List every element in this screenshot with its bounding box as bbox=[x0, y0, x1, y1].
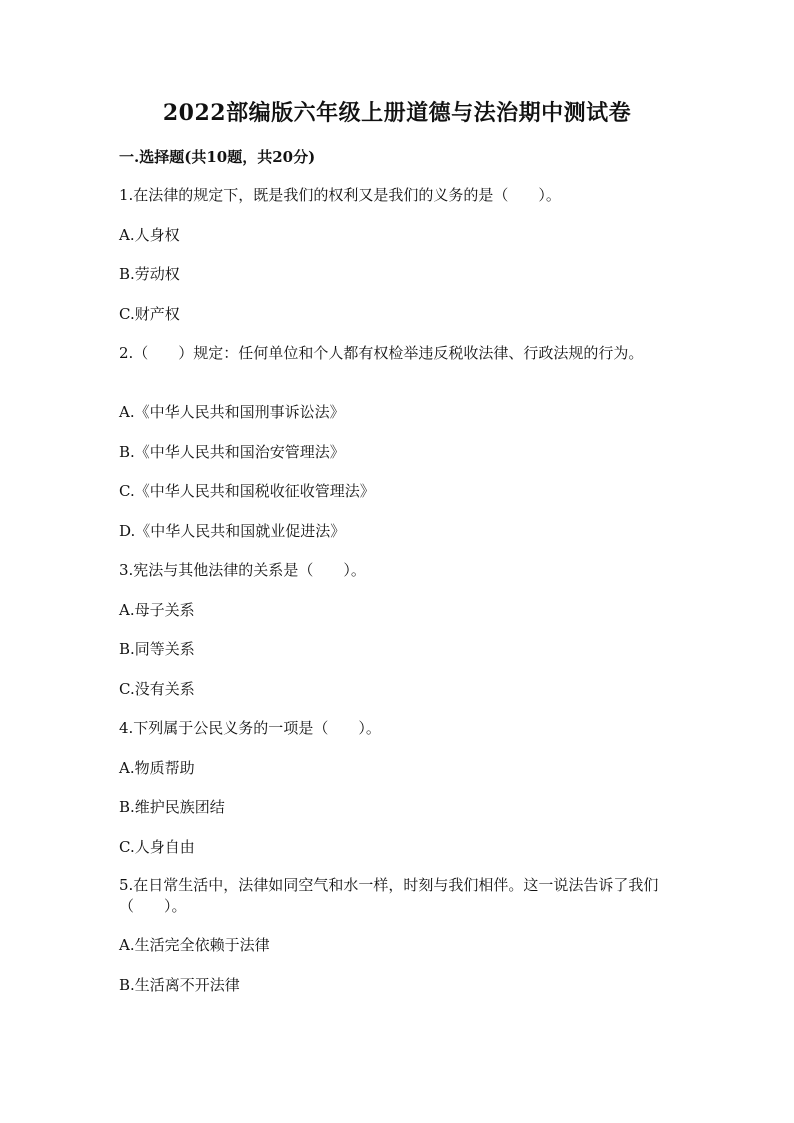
question-5-stem: 5.在日常生活中，法律如同空气和水一样，时刻与我们相伴。这一说法告诉了我们（ ）。 bbox=[119, 876, 659, 915]
question-3-option-b: B.同等关系 bbox=[119, 640, 195, 658]
question-3-option-c: C.没有关系 bbox=[119, 680, 195, 698]
question-4-stem: 4.下列属于公民义务的一项是（ ）。 bbox=[119, 719, 381, 737]
question-4-option-c: C.人身自由 bbox=[119, 838, 195, 856]
question-5-option-b: B.生活离不开法律 bbox=[119, 976, 240, 994]
question-5-option-a: A.生活完全依赖于法律 bbox=[119, 936, 270, 954]
question-4-option-b: B.维护民族团结 bbox=[119, 798, 225, 816]
question-1-option-b: B.劳动权 bbox=[119, 265, 180, 283]
question-4-option-a: A.物质帮助 bbox=[119, 759, 195, 777]
question-3-stem: 3.宪法与其他法律的关系是（ ）。 bbox=[119, 561, 366, 579]
section-heading: 一.选择题(共10题，共20分) bbox=[119, 148, 316, 166]
question-1-option-c: C.财产权 bbox=[119, 305, 180, 323]
question-2-stem: 2.（ ）规定：任何单位和个人都有权检举违反税收法律、行政法规的行为。 bbox=[119, 344, 644, 362]
question-2-option-c: C.《中华人民共和国税收征收管理法》 bbox=[119, 482, 375, 500]
question-1-stem: 1.在法律的规定下，既是我们的权利又是我们的义务的是（ ）。 bbox=[119, 186, 561, 204]
question-2-option-b: B.《中华人民共和国治安管理法》 bbox=[119, 443, 345, 461]
exam-title: 2022部编版六年级上册道德与法治期中测试卷 bbox=[162, 100, 632, 126]
question-2-option-a: A.《中华人民共和国刑事诉讼法》 bbox=[119, 403, 345, 421]
question-2-option-d: D.《中华人民共和国就业促进法》 bbox=[119, 522, 346, 540]
question-3-option-a: A.母子关系 bbox=[119, 601, 195, 619]
question-1-option-a: A.人身权 bbox=[119, 226, 180, 244]
